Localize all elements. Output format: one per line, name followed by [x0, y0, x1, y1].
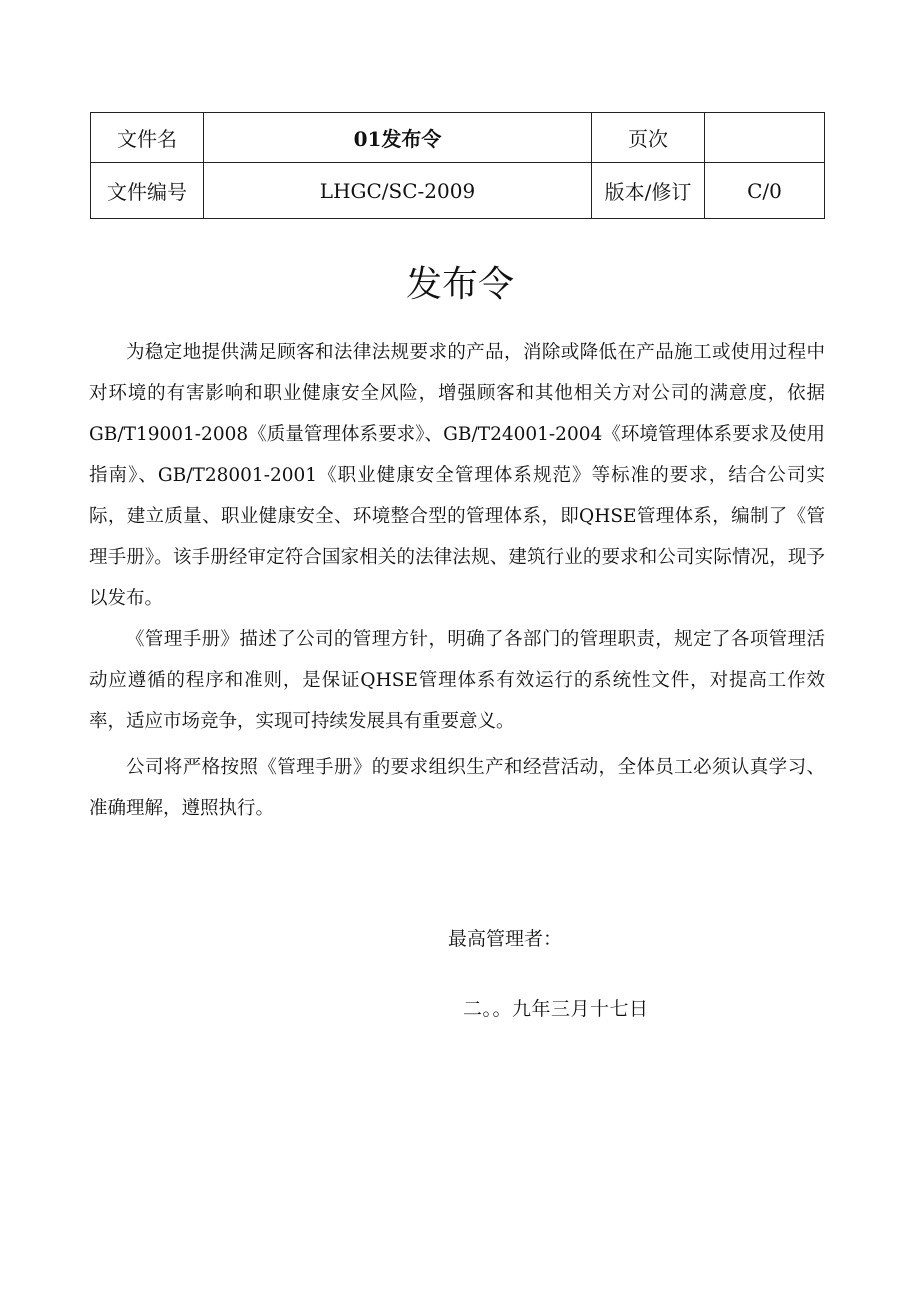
header-row-file-number: [91, 163, 825, 219]
paragraph-2: 《管理手册》描述了公司的管理方针，明确了各部门的管理职责，规定了各项管理活动应遵循的程序和准则，是保证QHSE管理体系有效运行的系统性文件，对提高工作效率，适应市场竞争，实现可持续发展具有重要意义。: [89, 629, 825, 732]
signature-label: 最高管理者：: [448, 928, 563, 950]
document-title: 发布令: [405, 264, 514, 305]
paragraph-1: 为稳定地提供满足顾客和法律法规要求的产品，消除或降低在产品施工或使用过程中对环境的有害影响和职业健康安全风险，增强顾客和其他相关方对公司的满意度，依据GB/T19001-2008《质量管理体系要求》、GB/T24001-2004《环境管理体系要求及使用指南》、GB/T28001-2001《职业健康安全管理体系规范》等标准的要求，结合公司实际，建立质量、职业健康安全、环境整合型的管理体系，即QHSE管理体系，编制了《管理手册》。该手册经审定符合国家相关的法律法规、建筑行业的要求和公司实际情况，现予以发布。: [89, 342, 825, 609]
file-number-label: 文件编号: [91, 163, 204, 219]
paragraph-3: 公司将严格按照《管理手册》的要求组织生产和经营活动，全体员工必须认真学习、准确理解，遵照执行。: [89, 757, 825, 819]
file-number-value: LHGC/SC-2009: [204, 163, 592, 219]
issue-date: 二。。九年三月十七日: [463, 998, 649, 1020]
version-label: 版本/修订: [592, 163, 705, 219]
header-row-file-name: [91, 113, 825, 163]
file-name-value: 01发布令: [204, 113, 592, 163]
version-value: C/0: [705, 163, 825, 219]
document-header-table: [90, 112, 825, 219]
document-body: [89, 332, 825, 829]
file-name-label: 文件名: [91, 113, 204, 163]
page-label: 页次: [592, 113, 705, 163]
page-value: [705, 113, 825, 163]
